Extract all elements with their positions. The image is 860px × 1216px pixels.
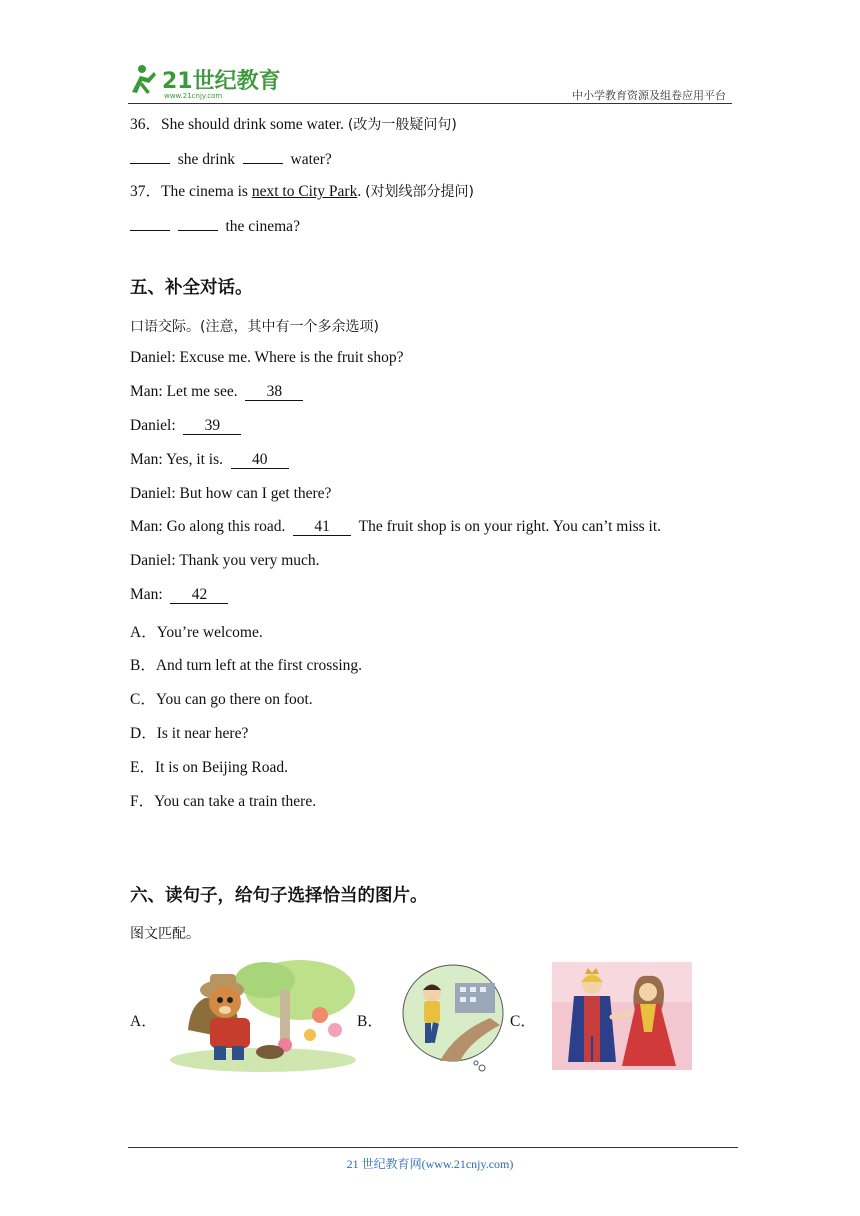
- dialogue-line: Man: 42: [130, 586, 228, 604]
- question-36-answer: she drink water?: [130, 146, 332, 169]
- dialogue-blank-41[interactable]: 41: [293, 518, 351, 536]
- dialogue-line: Daniel: Excuse me. Where is the fruit shop?: [130, 349, 404, 366]
- dialogue-line: Man: Let me see. 38: [130, 383, 303, 401]
- option-c[interactable]: C．You can go there on foot.: [130, 691, 313, 708]
- question-37: 37．The cinema is next to City Park. (对划线部分提问): [130, 183, 475, 200]
- header-divider: [128, 103, 732, 104]
- dialogue-blank-40[interactable]: 40: [231, 451, 289, 469]
- dialogue-blank-38[interactable]: 38: [245, 383, 303, 401]
- header-platform-text: 中小学教育资源及组卷应用平台: [572, 89, 726, 102]
- footer-text[interactable]: 21 世纪教育网(www.21cnjy.com): [346, 1157, 514, 1171]
- dialogue-line: Daniel: But how can I get there?: [130, 485, 332, 502]
- section-5-title: 五、补全对话。: [130, 278, 253, 298]
- picture-label-a: A．: [130, 1013, 157, 1030]
- footer-divider: [128, 1147, 738, 1148]
- dialogue-line: Daniel: Thank you very much.: [130, 552, 320, 569]
- option-d[interactable]: D．Is it near here?: [130, 725, 249, 742]
- option-f[interactable]: F．You can take a train there.: [130, 793, 317, 810]
- picture-label-b: B．: [357, 1013, 383, 1030]
- svg-text:www.21cnjy.com: www.21cnjy.com: [164, 92, 223, 100]
- option-a[interactable]: A．You’re welcome.: [130, 624, 263, 641]
- dialogue-blank-39[interactable]: 39: [183, 417, 241, 435]
- picture-b-boy-walking[interactable]: [400, 963, 506, 1075]
- answer-blank[interactable]: [243, 146, 283, 164]
- section-6-title: 六、读句子，给句子选择恰当的图片。: [130, 886, 428, 906]
- picture-c-prince-princess[interactable]: [552, 962, 692, 1070]
- option-b[interactable]: B．And turn left at the first crossing.: [130, 657, 363, 674]
- site-logo: [128, 62, 281, 100]
- picture-label-c: C．: [510, 1013, 536, 1030]
- dialogue-blank-42[interactable]: 42: [170, 586, 228, 604]
- dialogue-line: Man: Go along this road. 41 The fruit shop is on your right. You can’t miss it.: [130, 518, 662, 535]
- dialogue-line: Man: Yes, it is. 40: [130, 451, 289, 469]
- answer-blank[interactable]: [130, 146, 170, 164]
- answer-blank[interactable]: [178, 213, 218, 231]
- page-header: [128, 62, 732, 104]
- section-5-instruction: 口语交际。(注意，其中有一个多余选项): [130, 319, 379, 335]
- answer-blank[interactable]: [130, 213, 170, 231]
- picture-a-bear-garden[interactable]: [170, 960, 356, 1070]
- svg-text:21世纪教育: 21世纪教育: [162, 69, 281, 94]
- section-6-instruction: 图文匹配。: [130, 926, 200, 942]
- question-36: 36．She should drink some water. (改为一般疑问句): [130, 116, 457, 133]
- question-37-answer: the cinema?: [130, 213, 300, 236]
- option-e[interactable]: E．It is on Beijing Road.: [130, 759, 289, 776]
- dialogue-line: Daniel: 39: [130, 417, 241, 435]
